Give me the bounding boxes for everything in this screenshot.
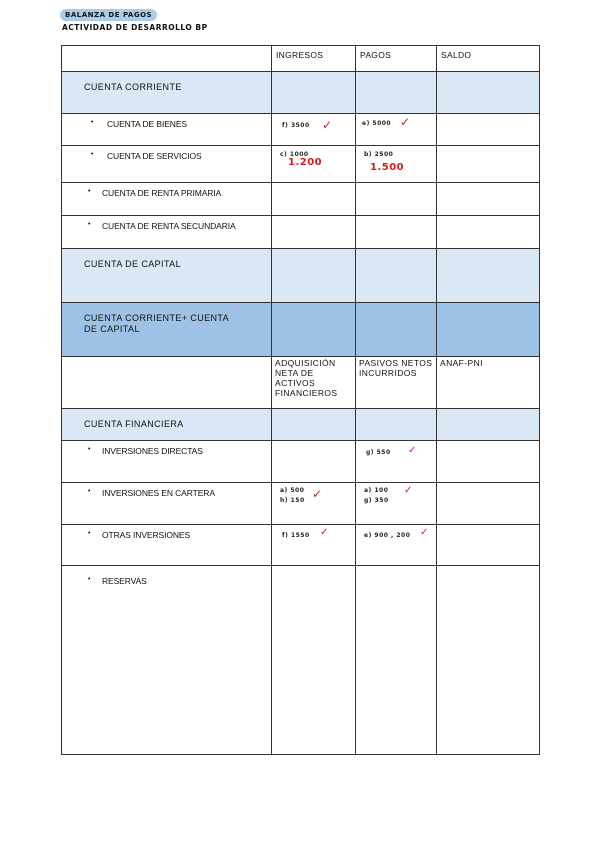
cartera-pasivos-note-2: g) 350: [364, 497, 389, 504]
row-cc-mas-capital: [62, 303, 540, 357]
row-otras-inversiones: [62, 525, 540, 566]
row-inversiones-directas: [62, 441, 540, 483]
balance-table: [61, 45, 540, 755]
check-icon: ✓: [420, 527, 429, 538]
check-icon: ✓: [320, 527, 329, 538]
servicios-pagos-total: 1.500: [370, 162, 405, 173]
directas-pasivos-note: g) 550: [366, 449, 391, 456]
label-cc-mas-capital: CUENTA CORRIENTE+ CUENTA DE CAPITAL: [84, 313, 229, 334]
row-renta-primaria: [62, 183, 540, 216]
otras-pasivos-note: e) 900 , 200: [364, 532, 411, 539]
servicios-pagos-note: b) 2500: [364, 151, 394, 158]
bienes-pagos-note: e) 5000: [362, 120, 392, 127]
col-pagos: PAGOS: [360, 50, 392, 60]
label-cuenta-corriente: CUENTA CORRIENTE: [84, 82, 182, 92]
servicios-ingresos-note: c) 1000: [280, 151, 309, 158]
check-icon: ✓: [404, 485, 413, 496]
check-icon: ✓: [322, 118, 333, 132]
row-renta-secundaria: [62, 216, 540, 249]
label-renta-secundaria: • CUENTA DE RENTA SECUNDARIA: [62, 216, 271, 231]
row-cuenta-servicios: [62, 146, 540, 183]
row-cuenta-bienes: [62, 114, 540, 146]
servicios-ingresos-total: 1.200: [288, 157, 323, 168]
label-cuenta-financiera: CUENTA FINANCIERA: [84, 419, 184, 429]
cartera-activos-note-2: h) 150: [280, 497, 305, 504]
page-subtitle: ACTIVIDAD DE DESARROLLO BP: [62, 23, 208, 32]
page-title: BALANZA DE PAGOS: [60, 9, 157, 21]
row-reservas: [62, 566, 540, 755]
label-renta-primaria: • CUENTA DE RENTA PRIMARIA: [62, 183, 271, 198]
otras-activos-note: f) 1550: [282, 532, 310, 539]
row-cuenta-capital: [62, 249, 540, 303]
label-otras-inversiones: • OTRAS INVERSIONES: [62, 525, 271, 540]
col-ingresos: INGRESOS: [276, 50, 324, 60]
row-inversiones-cartera: [62, 483, 540, 525]
cartera-activos-note-1: a) 500: [280, 487, 305, 494]
check-icon: ✓: [312, 487, 323, 501]
financial-header-row: [62, 357, 540, 409]
label-cuenta-capital: CUENTA DE CAPITAL: [84, 259, 181, 269]
row-cuenta-corriente: [62, 72, 540, 114]
col-saldo: SALDO: [441, 50, 472, 60]
col-anaf-pni: ANAF-PNI: [440, 358, 483, 368]
row-cuenta-financiera: [62, 409, 540, 441]
label-inversiones-directas: • INVERSIONES DIRECTAS: [62, 441, 271, 456]
header-row: [62, 46, 540, 72]
label-cuenta-bienes: • CUENTA DE BIENES: [62, 114, 271, 129]
col-activos-financieros: ADQUISICIÓN NETA DE ACTIVOS FINANCIEROS: [275, 358, 338, 398]
bienes-ingresos-note: f) 3500: [282, 122, 310, 129]
label-cuenta-servicios: • CUENTA DE SERVICIOS: [62, 146, 271, 161]
label-inversiones-cartera: • INVERSIONES EN CARTERA: [62, 483, 271, 498]
check-icon: ✓: [400, 115, 411, 129]
cartera-pasivos-note-1: a) 100: [364, 487, 389, 494]
label-reservas: • RESERVAS: [62, 566, 271, 586]
col-pasivos-netos: PASIVOS NETOS INCURRIDOS: [359, 358, 433, 378]
check-icon: ✓: [408, 445, 417, 456]
